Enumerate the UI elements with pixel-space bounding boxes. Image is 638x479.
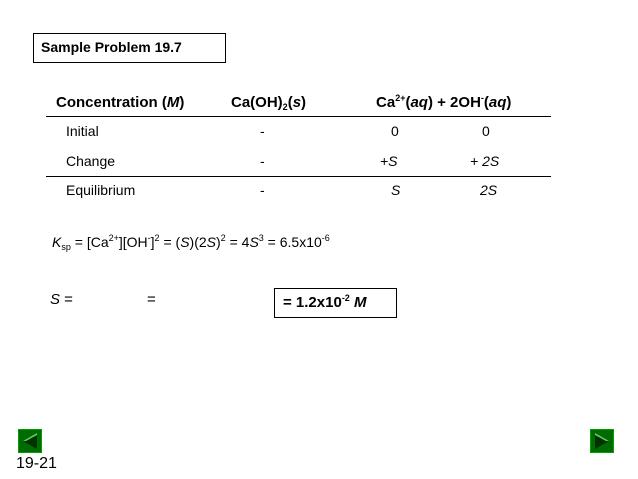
- row-initial-cation: 0: [391, 123, 399, 139]
- table-header-rule: [46, 116, 551, 117]
- forward-button[interactable]: [590, 429, 614, 453]
- header-ions: $Ca^{2+}(aq) + 2OH^-(aq)$: [376, 93, 512, 111]
- row-equilibrium-solid: -: [260, 182, 265, 198]
- header-concentration: Concentration (M): [56, 94, 185, 111]
- slide-number: 19-21: [16, 455, 57, 472]
- ksp-expression: $K_{sp} = [Ca^{2+}][OH^-]^2 = (S)(2S)^2 = 4S^3 = 6.5x10^{-6}$: [52, 233, 330, 252]
- sample-problem-title: Sample Problem 19.7: [33, 33, 226, 63]
- row-change-anion: + 2S: [470, 153, 500, 169]
- row-equilibrium-cation: S: [391, 182, 401, 198]
- triangle-right-icon: [591, 430, 613, 452]
- row-change-label: Change: [66, 153, 116, 169]
- triangle-left-icon: [19, 430, 41, 452]
- back-button[interactable]: [18, 429, 42, 453]
- table-equilibrium-rule: [46, 176, 551, 177]
- row-initial-anion: 0: [482, 123, 490, 139]
- header-solid: $Ca(OH)_2(s)$: [231, 94, 307, 112]
- row-equilibrium-anion: 2S: [480, 182, 498, 198]
- row-initial-label: Initial: [66, 123, 99, 139]
- solution-equals-2: =: [147, 291, 156, 308]
- answer-box: = $1.2x10^{-2}$ M: [274, 288, 397, 318]
- row-change-cation: +S: [380, 153, 398, 169]
- solution-s-equals: S =: [50, 291, 73, 308]
- row-change-solid: -: [260, 153, 265, 169]
- row-initial-solid: -: [260, 123, 265, 139]
- row-equilibrium-label: Equilibrium: [66, 182, 136, 198]
